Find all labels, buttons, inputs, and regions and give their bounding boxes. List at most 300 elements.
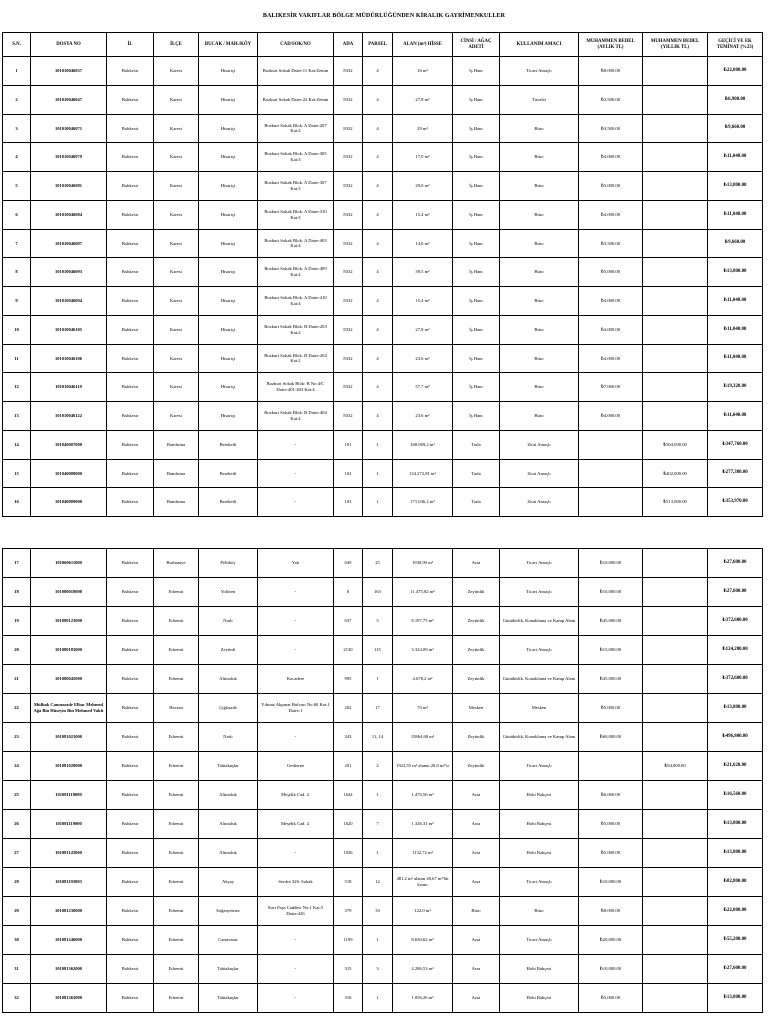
cell-cadde: Meşelik Cad. 2. bbox=[258, 810, 334, 839]
cell-teminat: ₺9,660.00 bbox=[708, 114, 763, 143]
cell-ilce: Karesi bbox=[154, 143, 199, 172]
cell-ada: 101 bbox=[334, 430, 363, 459]
cell-sn: 5 bbox=[3, 172, 31, 201]
table-row bbox=[3, 897, 763, 926]
cell-cinsi: İş Hanı bbox=[453, 373, 500, 402]
cell-ilce: Karesi bbox=[154, 85, 199, 114]
cell-ilce: Edremit bbox=[154, 752, 199, 781]
cell-bucak: Altınoluk bbox=[199, 781, 258, 810]
cell-yillik bbox=[643, 549, 708, 578]
cell-ada: 379 bbox=[334, 897, 363, 926]
cell-cinsi: İş Hanı bbox=[453, 287, 500, 316]
cell-dosya-no: 101010046084 bbox=[31, 200, 107, 229]
cell-alan: 171.036,2 m² bbox=[393, 488, 453, 517]
cell-bucak: Narlı bbox=[199, 607, 258, 636]
cell-cinsi: İş Hanı bbox=[453, 143, 500, 172]
cell-yillik bbox=[643, 984, 708, 1013]
header-parsel: PARSEL bbox=[363, 33, 393, 57]
cell-ilce: Karesi bbox=[154, 114, 199, 143]
cell-dosya-no: 101010046087 bbox=[31, 229, 107, 258]
cell-kullanim: Günübirlik, Konaklama ve Kamp Alanı bbox=[500, 607, 579, 636]
cell-yillik bbox=[643, 636, 708, 665]
cell-yillik bbox=[643, 607, 708, 636]
cell-ilce: Bandırma bbox=[154, 459, 199, 488]
cell-yillik bbox=[643, 694, 708, 723]
cell-parsel: 4 bbox=[363, 57, 393, 86]
table-row bbox=[3, 723, 763, 752]
cell-ilce: Karesi bbox=[154, 344, 199, 373]
cell-parsel: 4 bbox=[363, 373, 393, 402]
cell-cadde: Bozkurt Sokak Blok: A Daire:409 Kat:4 bbox=[258, 258, 334, 287]
cell-ada: 8332 bbox=[334, 200, 363, 229]
cell-teminat: ₺27,600.00 bbox=[708, 549, 763, 578]
table-row bbox=[3, 926, 763, 955]
cell-cinsi: Zeytinlik bbox=[453, 665, 500, 694]
cell-dosya-no: Mülhak Camuzzade Elhac Mehmed Ağa Bin Hüseyin Bin Mehmed Vakfı bbox=[31, 694, 107, 723]
cell-il: Balıkesir bbox=[107, 85, 154, 114]
cell-aylik: ₺5,000.00 bbox=[579, 258, 643, 287]
cell-bucak: Bereketli bbox=[199, 430, 258, 459]
cell-yillik bbox=[643, 868, 708, 897]
cell-il: Balıkesir bbox=[107, 287, 154, 316]
cell-parsel: 4 bbox=[363, 172, 393, 201]
cell-dosya-no: 101010046094 bbox=[31, 287, 107, 316]
cell-yillik bbox=[643, 344, 708, 373]
cell-cadde: Bozkurt Sokak Blok: B No:4/C Daire:401-403 Kat:4 bbox=[258, 373, 334, 402]
cell-il: Balıkesir bbox=[107, 607, 154, 636]
cell-yillik bbox=[643, 781, 708, 810]
cell-ilce: Edremit bbox=[154, 810, 199, 839]
cell-kullanim: Büro bbox=[500, 315, 579, 344]
cell-il: Balıkesir bbox=[107, 926, 154, 955]
cell-cinsi: Arsa bbox=[453, 984, 500, 1013]
cell-cinsi: Zeytinlik bbox=[453, 723, 500, 752]
cell-cadde: - bbox=[258, 955, 334, 984]
cell-ilce: Edremit bbox=[154, 781, 199, 810]
cell-cadde: - bbox=[258, 607, 334, 636]
cell-il: Balıkesir bbox=[107, 57, 154, 86]
cell-ilce: Edremit bbox=[154, 636, 199, 665]
cell-teminat: ₺11,040.00 bbox=[708, 143, 763, 172]
cell-aylik: ₺10,000.00 bbox=[579, 955, 643, 984]
cell-il: Balıkesir bbox=[107, 549, 154, 578]
cell-parsel: 1 bbox=[363, 430, 393, 459]
header-aylik: MUHAMMEN BEDEL (AYLIK TL) bbox=[579, 33, 643, 57]
cell-teminat: ₺11,040.00 bbox=[708, 402, 763, 431]
cell-yillik bbox=[643, 315, 708, 344]
table-row bbox=[3, 665, 763, 694]
cell-sn: 20 bbox=[3, 636, 31, 665]
cell-cadde: Bozkurt Sokak Blok: B Daire:404 Kat:4 bbox=[258, 402, 334, 431]
cell-alan: 16 m² bbox=[393, 57, 453, 86]
cell-alan: 39,5 m² bbox=[393, 258, 453, 287]
cell-bucak: Hisariçi bbox=[199, 172, 258, 201]
header-kullanim: KULLANIM AMACI bbox=[500, 33, 579, 57]
cell-aylik: ₺4,000.00 bbox=[579, 143, 643, 172]
cell-kullanim: Zirai Amaçlı bbox=[500, 459, 579, 488]
header-il: İL bbox=[107, 33, 154, 57]
cell-ada: 8332 bbox=[334, 315, 363, 344]
document-title: BALIKESİR VAKIFLAR BÖLGE MÜDÜRLÜĞÜNDEN KİRALIK GAYRİMENKULLER bbox=[262, 13, 506, 19]
cell-sn: 26 bbox=[3, 810, 31, 839]
cell-cadde: - bbox=[258, 926, 334, 955]
table-header-row bbox=[3, 33, 763, 57]
cell-aylik: ₺4,000.00 bbox=[579, 200, 643, 229]
cell-alan: 29 m² bbox=[393, 114, 453, 143]
cell-cadde: Bozkurt Sokak Blok: B Daire:204 Kat:2 bbox=[258, 344, 334, 373]
cell-sn: 16 bbox=[3, 488, 31, 517]
cell-aylik: ₺10,000.00 bbox=[579, 578, 643, 607]
cell-ada: 343 bbox=[334, 723, 363, 752]
cell-il: Balıkesir bbox=[107, 430, 154, 459]
cell-parsel: 4 bbox=[363, 143, 393, 172]
cell-aylik: ₺4,000.00 bbox=[579, 344, 643, 373]
cell-cinsi: İş Hanı bbox=[453, 85, 500, 114]
cell-aylik: ₺10,000.00 bbox=[579, 549, 643, 578]
cell-bucak: Tahtakuşlar bbox=[199, 752, 258, 781]
cell-cadde: - bbox=[258, 578, 334, 607]
header-yillik: MUHAMMEN BEDEL (YILLIK TL) bbox=[643, 33, 708, 57]
cell-kullanim: Hobi Bahçesi bbox=[500, 781, 579, 810]
cell-sn: 27 bbox=[3, 839, 31, 868]
cell-ilce: Edremit bbox=[154, 665, 199, 694]
cell-teminat: ₺6,900.00 bbox=[708, 85, 763, 114]
cell-cadde: - bbox=[258, 723, 334, 752]
cell-dosya-no: 101081119000 bbox=[31, 810, 107, 839]
cell-il: Balıkesir bbox=[107, 984, 154, 1013]
cell-cinsi: Zeytinlik bbox=[453, 578, 500, 607]
cell-alan: 8.197,75 m² bbox=[393, 607, 453, 636]
cell-dosya-no: 101081143000 bbox=[31, 839, 107, 868]
cell-sn: 15 bbox=[3, 459, 31, 488]
cell-cinsi: Arsa bbox=[453, 549, 500, 578]
cell-kullanim: Ticari Amaçlı bbox=[500, 868, 579, 897]
cell-yillik bbox=[643, 897, 708, 926]
cell-dosya-no: 101040009000 bbox=[31, 488, 107, 517]
cell-sn: 28 bbox=[3, 868, 31, 897]
cell-il: Balıkesir bbox=[107, 373, 154, 402]
cell-cadde: - bbox=[258, 839, 334, 868]
cell-ilce: Burhaniye bbox=[154, 549, 199, 578]
cell-bucak: Hisariçi bbox=[199, 85, 258, 114]
cell-ada: 201 bbox=[334, 752, 363, 781]
cell-bucak: Tahtakuşlar bbox=[199, 984, 258, 1013]
cell-parsel: 4 bbox=[363, 287, 393, 316]
cell-yillik: ₺402,000.00 bbox=[643, 459, 708, 488]
cell-yillik bbox=[643, 578, 708, 607]
cell-cinsi: Arsa bbox=[453, 810, 500, 839]
cell-teminat: ₺124,200.00 bbox=[708, 636, 763, 665]
cell-parsel: 3 bbox=[363, 955, 393, 984]
table-row bbox=[3, 200, 763, 229]
cell-dosya-no: 101010046081 bbox=[31, 172, 107, 201]
cell-teminat: ₺55,200.00 bbox=[708, 926, 763, 955]
cell-cadde: Bozkurt Sokak Blok: A Daire:307 Kat:3 bbox=[258, 172, 334, 201]
cell-aylik: ₺45,000.00 bbox=[579, 607, 643, 636]
cell-il: Balıkesir bbox=[107, 781, 154, 810]
table-row bbox=[3, 287, 763, 316]
cell-alan: 57,7 m² bbox=[393, 373, 453, 402]
cell-yillik bbox=[643, 839, 708, 868]
cell-teminat: ₺13,800.00 bbox=[708, 810, 763, 839]
cell-bucak: Hisariçi bbox=[199, 143, 258, 172]
cell-dosya-no: 101010046119 bbox=[31, 373, 107, 402]
cell-teminat: ₺9,660.00 bbox=[708, 229, 763, 258]
table-row bbox=[3, 955, 763, 984]
cell-parsel: 115 bbox=[363, 636, 393, 665]
cell-cadde: - bbox=[258, 636, 334, 665]
cell-ada: 8332 bbox=[334, 373, 363, 402]
cell-aylik bbox=[579, 459, 643, 488]
cell-kullanim: Ticari Amaçlı bbox=[500, 578, 579, 607]
cell-bucak: Altınoluk bbox=[199, 665, 258, 694]
cell-alan: 27,8 m² bbox=[393, 85, 453, 114]
cell-teminat: ₺13,800.00 bbox=[708, 694, 763, 723]
cell-sn: 25 bbox=[3, 781, 31, 810]
cell-alan: 11.475,82 m² bbox=[393, 578, 453, 607]
table-row bbox=[3, 984, 763, 1013]
cell-ilce: Edremit bbox=[154, 984, 199, 1013]
cell-kullanim: Büro bbox=[500, 373, 579, 402]
cell-cinsi: Arsa bbox=[453, 955, 500, 984]
cell-cadde: - bbox=[258, 459, 334, 488]
cell-yillik bbox=[643, 373, 708, 402]
cell-dosya-no: 101060611000 bbox=[31, 549, 107, 578]
header-cadde: CAD/SOK/NO bbox=[258, 33, 334, 57]
cell-alan: 1132,72 m² bbox=[393, 839, 453, 868]
cell-cinsi: Tarla bbox=[453, 459, 500, 488]
cell-ada: 316 bbox=[334, 984, 363, 1013]
cell-sn: 14 bbox=[3, 430, 31, 459]
cell-aylik: ₺7,000.00 bbox=[579, 373, 643, 402]
cell-sn: 8 bbox=[3, 258, 31, 287]
table-row bbox=[3, 549, 763, 578]
cell-yillik bbox=[643, 114, 708, 143]
cell-kullanim: Zirai Amaçlı bbox=[500, 488, 579, 517]
cell-bucak: Soğanyemez bbox=[199, 897, 258, 926]
cell-teminat: ₺19,320.00 bbox=[708, 373, 763, 402]
cell-il: Balıkesir bbox=[107, 258, 154, 287]
cell-cinsi: İş Hanı bbox=[453, 229, 500, 258]
cell-yillik bbox=[643, 57, 708, 86]
cell-aylik: ₺4,000.00 bbox=[579, 315, 643, 344]
cell-dosya-no: 101010046079 bbox=[31, 143, 107, 172]
cell-kullanim: Ticari Amaçlı bbox=[500, 57, 579, 86]
cell-dosya-no: 101010046047 bbox=[31, 85, 107, 114]
cell-bucak: Hisariçi bbox=[199, 57, 258, 86]
cell-dosya-no: 101010046106 bbox=[31, 344, 107, 373]
cell-cinsi: Zeytinlik bbox=[453, 752, 500, 781]
cell-ilce: Edremit bbox=[154, 868, 199, 897]
cell-cadde: Yılmaz Akpınar Bulvarı No:60 Kat:1 Daire:1 bbox=[258, 694, 334, 723]
cell-teminat: ₺11,040.00 bbox=[708, 344, 763, 373]
cell-kullanim: Hobi Bahçesi bbox=[500, 810, 579, 839]
cell-kullanim: Günübirlik, Konaklama ve Kamp Alanı bbox=[500, 665, 579, 694]
cell-ilce: Karesi bbox=[154, 200, 199, 229]
cell-dosya-no: 101010046093 bbox=[31, 258, 107, 287]
cell-aylik bbox=[579, 430, 643, 459]
cell-kullanim: Büro bbox=[500, 200, 579, 229]
table-row bbox=[3, 85, 763, 114]
cell-parsel: 1 bbox=[363, 926, 393, 955]
cell-il: Balıkesir bbox=[107, 402, 154, 431]
cell-aylik: ₺2,500.00 bbox=[579, 85, 643, 114]
cell-parsel: 17 bbox=[363, 694, 393, 723]
cell-teminat: ₺22,080.00 bbox=[708, 57, 763, 86]
cell-cadde: Bozkurt Sokak Blok: A Daire:207 Kat:2 bbox=[258, 114, 334, 143]
cell-parsel: 4 bbox=[363, 114, 393, 143]
cell-cinsi: İş Hanı bbox=[453, 172, 500, 201]
table-row bbox=[3, 488, 763, 517]
cell-aylik: ₺5,000.00 bbox=[579, 984, 643, 1013]
cell-ilce: Karesi bbox=[154, 287, 199, 316]
cell-ilce: Havran bbox=[154, 694, 199, 723]
cell-aylik bbox=[579, 488, 643, 517]
cell-dosya-no: 101080045000 bbox=[31, 665, 107, 694]
cell-bucak: Hisariçi bbox=[199, 258, 258, 287]
table-row bbox=[3, 694, 763, 723]
cell-alan: 23,6 m² bbox=[393, 344, 453, 373]
cell-ilce: Edremit bbox=[154, 955, 199, 984]
cell-cinsi: İş Hanı bbox=[453, 200, 500, 229]
cell-teminat: ₺353,970.00 bbox=[708, 488, 763, 517]
cell-ada: 649 bbox=[334, 549, 363, 578]
cell-aylik: ₺8,000.00 bbox=[579, 897, 643, 926]
cell-parsel: 12 bbox=[363, 868, 393, 897]
cell-parsel: 33 bbox=[363, 897, 393, 926]
cell-teminat: ₺372,600.00 bbox=[708, 665, 763, 694]
cell-dosya-no: 101081362000 bbox=[31, 955, 107, 984]
cell-sn: 32 bbox=[3, 984, 31, 1013]
cell-teminat: ₺11,040.00 bbox=[708, 200, 763, 229]
cell-kullanim: Ticari Amaçlı bbox=[500, 549, 579, 578]
cell-kullanim: Ticari Amaçlı bbox=[500, 926, 579, 955]
cell-cadde: Serdce 326. Sokak bbox=[258, 868, 334, 897]
cell-alan: 4.286,53 m² bbox=[393, 955, 453, 984]
cell-il: Balıkesir bbox=[107, 897, 154, 926]
cell-aylik: ₺6,000.00 bbox=[579, 781, 643, 810]
table-row bbox=[3, 781, 763, 810]
cell-bucak: Hisariçi bbox=[199, 344, 258, 373]
cell-sn: 6 bbox=[3, 200, 31, 229]
cell-yillik bbox=[643, 172, 708, 201]
cell-il: Balıkesir bbox=[107, 488, 154, 517]
cell-cinsi: Arsa bbox=[453, 781, 500, 810]
cell-il: Balıkesir bbox=[107, 229, 154, 258]
cell-teminat: ₺82,800.00 bbox=[708, 868, 763, 897]
header-alan: ALAN (m²) HİSSE bbox=[393, 33, 453, 57]
cell-alan: 15,4 m² bbox=[393, 200, 453, 229]
cell-alan: 1.476,56 m² bbox=[393, 781, 453, 810]
cell-sn: 4 bbox=[3, 143, 31, 172]
cell-yillik bbox=[643, 85, 708, 114]
cell-bucak: Hisariçi bbox=[199, 114, 258, 143]
cell-ilce: Karesi bbox=[154, 258, 199, 287]
table-row bbox=[3, 636, 763, 665]
table-row bbox=[3, 373, 763, 402]
cell-bucak: Narlı bbox=[199, 723, 258, 752]
cell-cinsi: İş Hanı bbox=[453, 114, 500, 143]
cell-aylik: ₺4,000.00 bbox=[579, 402, 643, 431]
cell-aylik: ₺5,000.00 bbox=[579, 839, 643, 868]
cell-ilce: Karesi bbox=[154, 402, 199, 431]
cell-alan: 1.056,26 m² bbox=[393, 984, 453, 1013]
cell-teminat: ₺277,380.00 bbox=[708, 459, 763, 488]
cell-sn: 2 bbox=[3, 85, 31, 114]
cell-parsel: 5 bbox=[363, 607, 393, 636]
cell-sn: 9 bbox=[3, 287, 31, 316]
cell-cinsi: İş Hanı bbox=[453, 315, 500, 344]
cell-il: Balıkesir bbox=[107, 694, 154, 723]
cell-dosya-no: 101081021000 bbox=[31, 723, 107, 752]
cell-aylik: ₺3,500.00 bbox=[579, 114, 643, 143]
cell-aylik bbox=[579, 752, 643, 781]
cell-sn: 30 bbox=[3, 926, 31, 955]
cell-alan: 134.272,81 m² bbox=[393, 459, 453, 488]
cell-il: Balıkesir bbox=[107, 200, 154, 229]
cell-kullanim: Büro bbox=[500, 344, 579, 373]
cell-kullanim: Ticari Amaçlı bbox=[500, 752, 579, 781]
cell-cadde: - bbox=[258, 488, 334, 517]
table-row bbox=[3, 258, 763, 287]
cell-dosya-no: 101010046037 bbox=[31, 57, 107, 86]
cell-yillik bbox=[643, 229, 708, 258]
cell-bucak: Camivasat bbox=[199, 926, 258, 955]
cell-cinsi: Arsa bbox=[453, 926, 500, 955]
cell-kullanim: Günübirlik, Konaklama ve Kamp Alanı bbox=[500, 723, 579, 752]
header-dosya-no: DOSYA NO bbox=[31, 33, 107, 57]
cell-kullanim: Büro bbox=[500, 897, 579, 926]
cell-sn: 3 bbox=[3, 114, 31, 143]
cell-sn: 29 bbox=[3, 897, 31, 926]
cell-cinsi: İş Hanı bbox=[453, 57, 500, 86]
cell-parsel: 4 bbox=[363, 200, 393, 229]
cell-ada: 637 bbox=[334, 607, 363, 636]
cell-yillik bbox=[643, 955, 708, 984]
cell-teminat: ₺372,600.00 bbox=[708, 607, 763, 636]
cell-dosya-no: 101080018000 bbox=[31, 578, 107, 607]
cell-aylik: ₺10,000.00 bbox=[579, 868, 643, 897]
cell-teminat: ₺13,800.00 bbox=[708, 258, 763, 287]
cell-ada: 8332 bbox=[334, 85, 363, 114]
cell-dosya-no: 101040007000 bbox=[31, 430, 107, 459]
cell-yillik bbox=[643, 143, 708, 172]
cell-il: Balıkesir bbox=[107, 955, 154, 984]
cell-ada: 8332 bbox=[334, 229, 363, 258]
cell-ada: 1644 bbox=[334, 781, 363, 810]
cell-cadde: Yalı bbox=[258, 549, 334, 578]
header-sn: S.N. bbox=[3, 33, 31, 57]
table-row bbox=[3, 578, 763, 607]
cell-teminat: ₺496,800.00 bbox=[708, 723, 763, 752]
header-ilce: İLÇE bbox=[154, 33, 199, 57]
header-ada: ADA bbox=[334, 33, 363, 57]
cell-ada: 8332 bbox=[334, 172, 363, 201]
cell-cinsi: Tarla bbox=[453, 430, 500, 459]
cell-dosya-no: 101081118000 bbox=[31, 781, 107, 810]
cell-parsel: 11, 14 bbox=[363, 723, 393, 752]
cell-il: Balıkesir bbox=[107, 810, 154, 839]
cell-ada: 0 bbox=[334, 578, 363, 607]
cell-bucak: Altınoluk bbox=[199, 810, 258, 839]
cell-alan: 14,0 m² bbox=[393, 229, 453, 258]
table-row bbox=[3, 839, 763, 868]
cell-dosya-no: 101040008000 bbox=[31, 459, 107, 488]
cell-cinsi: Büro bbox=[453, 897, 500, 926]
cell-parsel: 4 bbox=[363, 315, 393, 344]
cell-dosya-no: 101010046122 bbox=[31, 402, 107, 431]
cell-cinsi: Mesken bbox=[453, 694, 500, 723]
